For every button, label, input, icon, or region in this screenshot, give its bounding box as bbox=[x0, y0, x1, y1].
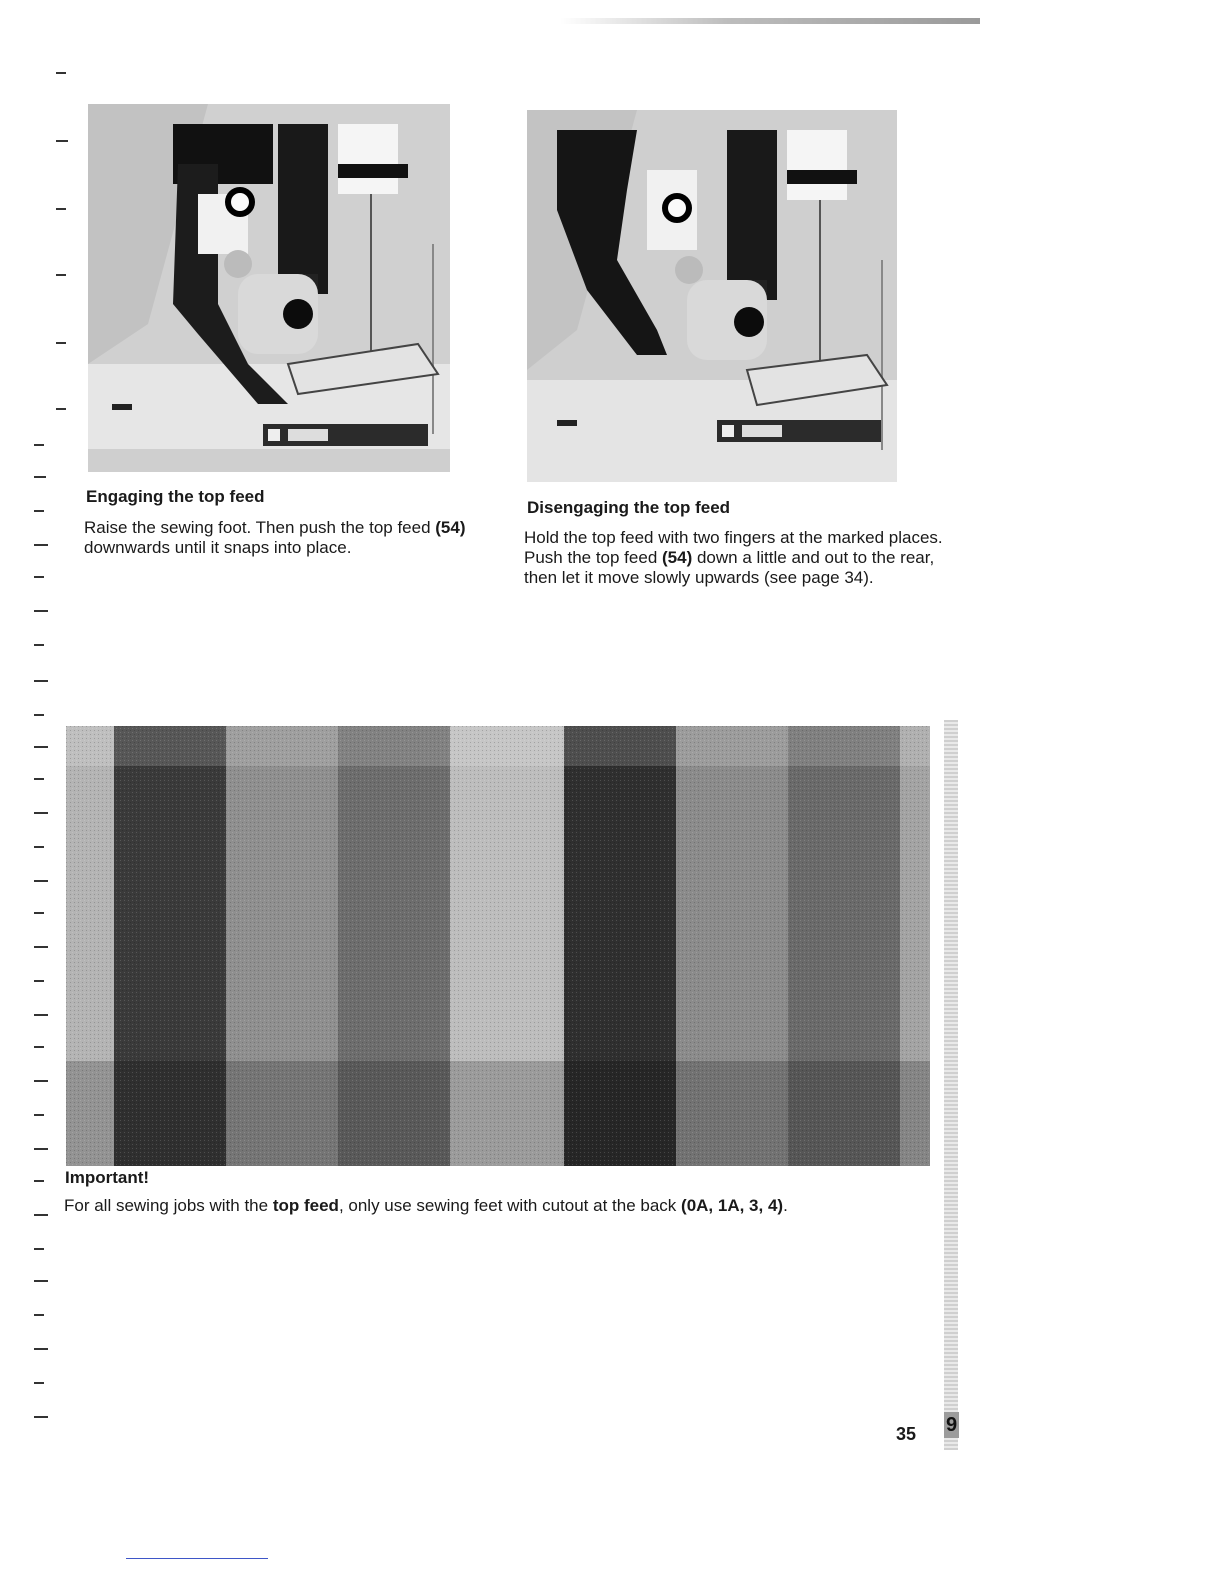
binding-margin-marks bbox=[28, 30, 68, 1450]
important-emphasis: top feed bbox=[272, 1196, 339, 1215]
disengage-text-end: down a little and out to the rear, then let it move slowly upwards (see page 34). bbox=[524, 548, 935, 587]
engage-text-end: downwards until it snaps into place. bbox=[84, 538, 352, 557]
disengage-part-reference: (54) bbox=[662, 548, 693, 567]
engage-part-reference: (54) bbox=[435, 518, 466, 537]
top-scan-rule bbox=[560, 18, 980, 24]
engage-caption-title: Engaging the top feed bbox=[86, 487, 265, 506]
disengage-top-feed-photo bbox=[527, 110, 897, 482]
disengage-text-start: Hold the top feed with two fingers at the marked places. Push the top feed bbox=[524, 528, 943, 567]
striped-fabric-photo bbox=[66, 726, 930, 1166]
important-heading: Important! bbox=[65, 1168, 150, 1187]
important-text-middle: , only use sewing feet with cutout at the back bbox=[338, 1196, 682, 1215]
engage-top-feed-photo bbox=[88, 104, 450, 472]
page-number: 35 bbox=[896, 1424, 917, 1444]
important-foot-references: (0A, 1A, 3, 4) bbox=[681, 1196, 784, 1215]
important-note-body bbox=[64, 1196, 944, 1216]
disengage-caption-title: Disengaging the top feed bbox=[527, 498, 731, 517]
section-tab: 9 bbox=[946, 1414, 958, 1436]
important-text-end: . bbox=[783, 1196, 788, 1215]
important-text-start: For all sewing jobs with the bbox=[64, 1196, 273, 1215]
engage-caption-body bbox=[84, 518, 484, 558]
disengage-caption-body bbox=[524, 528, 954, 588]
bottom-rule bbox=[126, 1558, 268, 1559]
engage-text-start: Raise the sewing foot. Then push the top feed bbox=[84, 518, 436, 537]
scan-edge-strip bbox=[944, 720, 958, 1450]
